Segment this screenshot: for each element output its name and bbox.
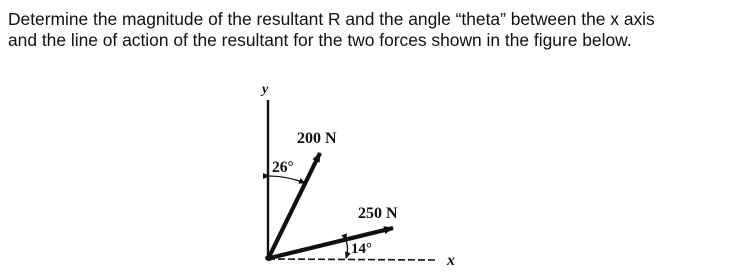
angle-arc-26: [269, 176, 305, 183]
x-axis: [268, 259, 436, 260]
force-250n-label: 250 N: [358, 205, 398, 222]
angle-26-label: 26°: [272, 159, 294, 176]
force-200n-label: 200 N: [297, 130, 337, 147]
problem-line-2: and the line of action of the resultant for the two forces shown in the figure below.: [8, 30, 632, 50]
x-axis-label: x: [447, 252, 455, 269]
angle-14-label: 14°: [351, 241, 372, 257]
force-250n-arrow: [270, 228, 393, 258]
angle-arc-14: [346, 240, 348, 258]
problem-line-1: Determine the magnitude of the resultant R and the angle “theta” between the x axis: [8, 9, 655, 29]
y-axis-label: y: [262, 82, 269, 97]
